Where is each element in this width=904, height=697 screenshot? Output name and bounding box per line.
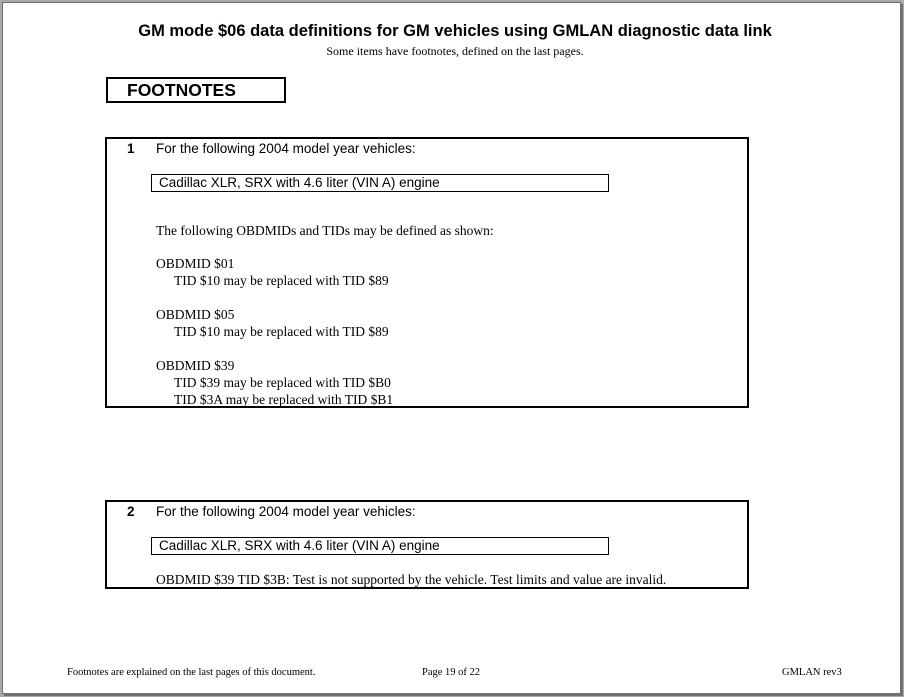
obdmid-label: OBDMID $01 [156, 256, 235, 271]
page-title: GM mode $06 data definitions for GM vehicles using GMLAN diagnostic data link [138, 22, 772, 40]
document-page [2, 2, 901, 694]
footnote-2-box [105, 500, 749, 589]
obdmid-label: OBDMID $05 [156, 307, 235, 322]
footnote-1-box [105, 137, 749, 408]
footnote-intro: For the following 2004 model year vehicles: [156, 504, 416, 519]
tid-replacement: TID $10 may be replaced with TID $89 [174, 324, 389, 339]
tid-replacement: TID $10 may be replaced with TID $89 [174, 273, 389, 288]
page-number: Page 19 of 22 [422, 667, 481, 678]
section-heading-footnotes: FOOTNOTES [106, 77, 286, 103]
tid-replacement: TID $39 may be replaced with TID $B0 [174, 375, 391, 390]
footnote-defined-text: The following OBDMIDs and TIDs may be defined as shown: [156, 223, 494, 238]
obdmid-label: OBDMID $39 [156, 358, 235, 373]
footnote-number: 1 [127, 141, 135, 156]
page-subtitle: Some items have footnotes, defined on the last pages. [326, 44, 584, 58]
tid-replacement: TID $3A may be replaced with TID $B1 [174, 392, 394, 407]
footer-note: Footnotes are explained on the last pages of this document. [67, 667, 316, 678]
vehicle-list-box: Cadillac XLR, SRX with 4.6 liter (VIN A) engine [151, 174, 609, 192]
footnote-intro: For the following 2004 model year vehicles: [156, 141, 416, 156]
footnote-number: 2 [127, 504, 135, 519]
footnote-note: OBDMID $39 TID $3B: Test is not supported by the vehicle. Test limits and value are invalid. [156, 572, 667, 587]
document-revision: GMLAN rev3 [782, 667, 842, 678]
vehicle-list-box: Cadillac XLR, SRX with 4.6 liter (VIN A) engine [151, 537, 609, 555]
